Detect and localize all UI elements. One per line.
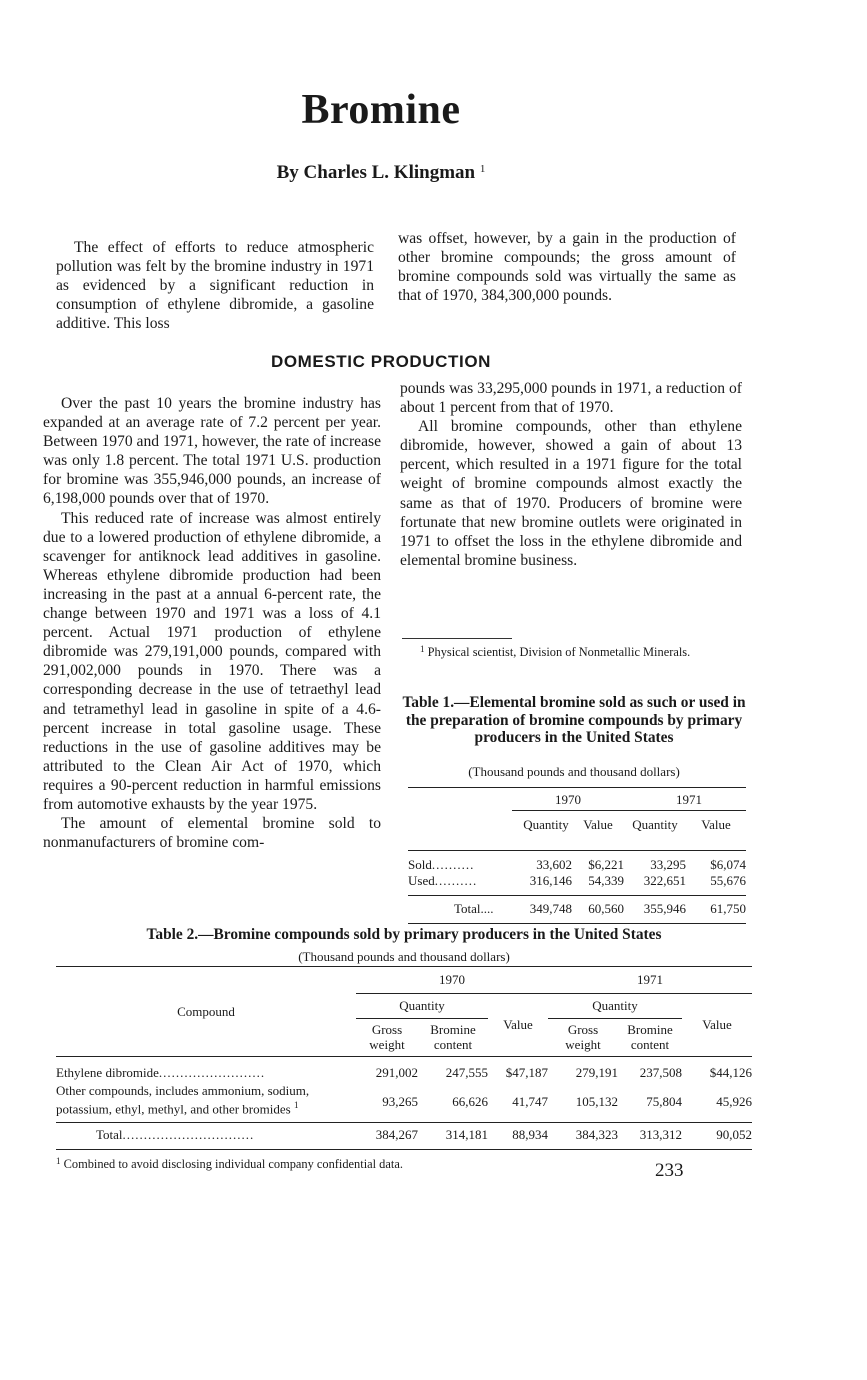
- table2-cell: 279,191: [575, 1065, 618, 1080]
- table2-year-1970: 1970: [356, 967, 548, 994]
- table2-cell: 88,934: [512, 1127, 548, 1143]
- table2-cell: 90,052: [716, 1127, 752, 1143]
- table2-cell: 384,267: [375, 1127, 418, 1143]
- table1-units: (Thousand pounds and thousand dollars): [468, 764, 680, 779]
- table-row: [56, 1057, 752, 1082]
- table1-cell: $6,074: [710, 857, 746, 872]
- table2-header-gross: Gross weight: [548, 1019, 618, 1057]
- table1-cell: 55,676: [710, 873, 746, 888]
- table1-cell: $6,221: [588, 857, 624, 872]
- byline-footnote-marker: 1: [479, 163, 486, 175]
- table2-units: (Thousand pounds and thousand dollars): [298, 949, 510, 964]
- footnote-marker: 1: [56, 1156, 61, 1167]
- table-row-total: [408, 896, 746, 924]
- table1-cell: 355,946: [643, 901, 686, 916]
- table1-header-value: Value: [701, 816, 731, 832]
- table2-grid: [56, 966, 752, 1150]
- table2-cell: 384,323: [575, 1127, 618, 1143]
- table2: [56, 966, 752, 1172]
- table1-cell: 60,560: [588, 901, 624, 916]
- table2-cell: 237,508: [639, 1065, 682, 1080]
- table2-cell: 93,265: [382, 1093, 418, 1109]
- intro-paragraph-right: was offset, however, by a gain in the production of other bromine compounds; the gross amount of bromine compounds sold was virtually the same as that of 1970, 384,300,000 pounds.: [398, 230, 736, 305]
- table2-cell: 45,926: [716, 1093, 752, 1109]
- body-left-column: [43, 394, 381, 852]
- table1-header-quantity: Quantity: [523, 816, 569, 832]
- footnote-marker: 1: [420, 644, 425, 654]
- table2-header-value: Value: [488, 994, 548, 1057]
- table1-total-label: Total....: [454, 901, 494, 916]
- body-paragraph: This reduced rate of increase was almost entirely due to a lowered production of ethylene dibromide, a scavenger for antiknock lead additives in gasoline. Whereas ethylene dibromide production had been increasing in the past at a annual 6-percent rate, the change between 1970 and 1971 was a loss of 4.1 percent. Actual 1971 production of ethylene dibromide was 279,191,000 pounds, compared with 291,002,000 pounds in 1970. There was a corresponding decrease in the use of tetraethyl lead and tetramethyl lead in gasoline in spite of a 4.6-percent increase in total gasoline usage. These reductions in the use of gasoline additives may be attributed to the Clean Air Act of 1970, which requires a 90-percent reduction in harmful emissions from automotive exhausts by the year 1975.: [43, 509, 381, 813]
- table-row: [56, 1081, 752, 1123]
- table1-year-1970: 1970: [512, 788, 624, 811]
- table2-total-label: Total...............................: [96, 1127, 255, 1143]
- table1-caption: Table 1.—Elemental bromine sold as such or used in the preparation of bromine compounds by primary producers in the United States: [402, 694, 746, 746]
- body-paragraph: All bromine compounds, other than ethylene dibromide, however, showed a gain of about 13 percent, which resulted in a 1971 figure for the total weight of bromine compounds almost exactly the same as that of 1970. Producers of bromine were fortunate that new bromine outlets were originated in 1971 to offset the loss in the ethylene dibromide and elemental bromine business.: [400, 418, 742, 569]
- body-paragraph: pounds was 33,295,000 pounds in 1971, a reduction of about 1 percent from that of 1970.: [400, 380, 742, 417]
- table2-cell: 41,747: [512, 1093, 548, 1109]
- table2-cell: 75,804: [646, 1093, 682, 1109]
- table2-row-label: Other compounds, includes ammonium, sodium, potassium, ethyl, methyl, and other bromides $^1$: [56, 1083, 310, 1117]
- table2-row-label: Ethylene dibromide.........................: [56, 1065, 266, 1080]
- table2-caption: Table 2.—Bromine compounds sold by primary producers in the United States: [146, 926, 662, 943]
- table1-row-label: Used..........: [408, 873, 478, 888]
- table2-cell: 247,555: [445, 1065, 488, 1080]
- table1-cell: 349,748: [529, 901, 572, 916]
- table1: [408, 787, 746, 924]
- table2-cell: 105,132: [575, 1093, 618, 1109]
- table-row: [408, 851, 746, 874]
- section-heading: DOMESTIC PRODUCTION: [270, 352, 492, 371]
- intro-left-column: [56, 238, 374, 333]
- table1-cell: 61,750: [710, 901, 746, 916]
- table2-cell: $47,187: [505, 1065, 548, 1080]
- table2-header-quantity: Quantity: [548, 994, 682, 1019]
- body-paragraph: The amount of elemental bromine sold to nonmanufacturers of bromine com-: [43, 815, 381, 852]
- footnote-rule: [402, 638, 512, 639]
- author-name: By Charles L. Klingman: [276, 162, 476, 183]
- footnote-text: Physical scientist, Division of Nonmetallic Minerals.: [427, 645, 691, 659]
- body-paragraph: Over the past 10 years the bromine industry has expanded at an average rate of 7.2 percent per year. Between 1970 and 1971, however, the rate of increase was only 1.8 percent. The total 1971 U.S. production for bromine was 355,946,000 pounds, an increase of 6,198,000 pounds over that of 1970.: [43, 395, 381, 508]
- table2-cell: 66,626: [452, 1093, 488, 1109]
- table2-cell: 291,002: [375, 1065, 418, 1080]
- table1-cell: 316,146: [529, 873, 572, 888]
- table2-cell: 314,181: [445, 1127, 488, 1143]
- table-row-total: [56, 1123, 752, 1150]
- intro-paragraph-left: The effect of efforts to reduce atmospheric pollution was felt by the bromine industry in 1971 as evidenced by a significant reduction in consumption of ethylene dibromide, a gasoline additive. This loss: [56, 239, 374, 333]
- page-number: 233: [655, 1160, 684, 1181]
- table1-grid: [408, 787, 746, 924]
- table2-footnote: [56, 1154, 752, 1172]
- table1-year-1971: 1971: [624, 788, 746, 811]
- table2-header-value: Value: [682, 994, 752, 1057]
- table1-cell: 33,295: [650, 857, 686, 872]
- table1-header-value: Value: [583, 816, 613, 832]
- table1-cell: 322,651: [643, 873, 686, 888]
- table1-header-quantity: Quantity: [632, 816, 678, 832]
- table-row: [408, 873, 746, 896]
- table2-header-quantity: Quantity: [356, 994, 488, 1019]
- table2-year-1971: 1971: [548, 967, 752, 994]
- article-title: Bromine: [301, 87, 461, 133]
- footnote-text: Combined to avoid disclosing individual company confidential data.: [63, 1157, 403, 1172]
- table2-header-compound: Compound: [56, 967, 356, 1057]
- intro-right-column: [398, 229, 736, 305]
- table2-header-bromine: Bromine content: [618, 1019, 682, 1057]
- footnote-author: [402, 642, 742, 660]
- table2-header-gross: Gross weight: [356, 1019, 418, 1057]
- byline: [0, 162, 762, 184]
- body-right-column: [400, 379, 742, 570]
- table1-cell: 54,339: [588, 873, 624, 888]
- table1-cell: 33,602: [536, 857, 572, 872]
- table1-row-label: Sold..........: [408, 857, 475, 872]
- table2-cell: 313,312: [639, 1127, 682, 1143]
- table2-header-bromine: Bromine content: [418, 1019, 488, 1057]
- table2-cell: $44,126: [709, 1065, 752, 1080]
